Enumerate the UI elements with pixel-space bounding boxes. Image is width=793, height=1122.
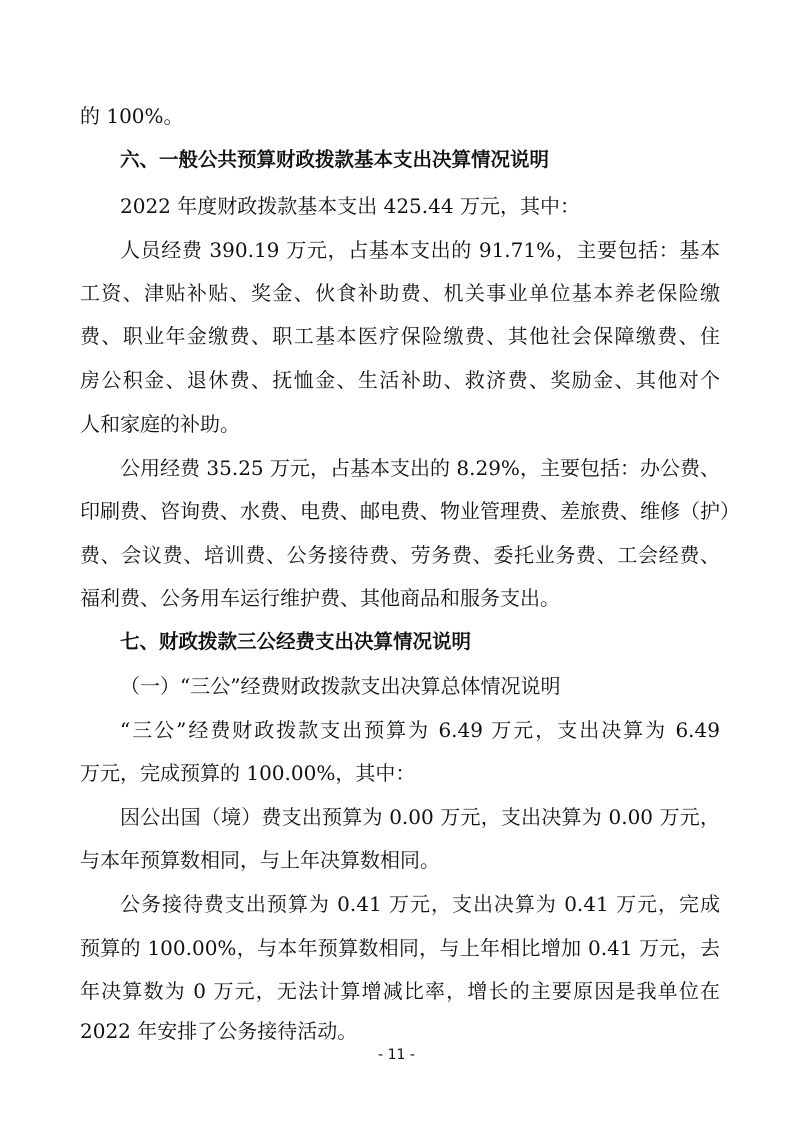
paragraph-line: 预算的 100.00%，与本年预算数相同，与上年相比增加 0.41 万元，去 bbox=[80, 936, 720, 960]
paragraph-line: 与本年预算数相同，与上年决算数相同。 bbox=[80, 848, 440, 872]
section-heading-seven: 七、财政拨款三公经费支出决算情况说明 bbox=[120, 630, 472, 653]
paragraph-line: 费、职业年金缴费、职工基本医疗保险缴费、其他社会保障缴费、住 bbox=[80, 324, 720, 348]
subsection-heading: （一）“三公”经费财政拨款支出决算总体情况说明 bbox=[120, 674, 561, 698]
paragraph-line: 公用经费 35.25 万元，占基本支出的 8.29%，主要包括：办公费、 bbox=[120, 456, 720, 480]
paragraph-line: 费、会议费、培训费、公务接待费、劳务费、委托业务费、工会经费、 bbox=[80, 543, 720, 567]
paragraph-line: 房公积金、退休费、抚恤金、生活补助、救济费、奖励金、其他对个 bbox=[80, 368, 720, 392]
paragraph-line: 万元，完成预算的 100.00%，其中： bbox=[80, 761, 416, 785]
paragraph-line: 工资、津贴补贴、奖金、伙食补助费、机关事业单位基本养老保险缴 bbox=[80, 281, 720, 305]
paragraph-line: 因公出国（境）费支出预算为 0.00 万元，支出决算为 0.00 万元， bbox=[120, 805, 720, 829]
paragraph-line: 的 100%。 bbox=[80, 104, 184, 128]
paragraph-line: 人员经费 390.19 万元，占基本支出的 91.71%，主要包括：基本 bbox=[120, 238, 720, 262]
paragraph-line: 福利费、公务用车运行维护费、其他商品和服务支出。 bbox=[80, 586, 560, 610]
paragraph-line: “三公”经费财政拨款支出预算为 6.49 万元，支出决算为 6.49 bbox=[120, 718, 720, 742]
paragraph-line: 公务接待费支出预算为 0.41 万元，支出决算为 0.41 万元，完成 bbox=[120, 892, 720, 916]
paragraph-line: 2022 年度财政拨款基本支出 425.44 万元，其中： bbox=[120, 194, 580, 218]
paragraph-line: 人和家庭的补助。 bbox=[80, 412, 240, 436]
paragraph-line: 印刷费、咨询费、水费、电费、邮电费、物业管理费、差旅费、维修（护） bbox=[80, 499, 740, 523]
paragraph-line: 2022 年安排了公务接待活动。 bbox=[80, 1019, 358, 1043]
paragraph-line: 年决算数为 0 万元，无法计算增减比率，增长的主要原因是我单位在 bbox=[80, 979, 720, 1003]
section-heading-six: 六、一般公共预算财政拨款基本支出决算情况说明 bbox=[120, 148, 550, 171]
page-number: - 11 - bbox=[378, 1047, 415, 1063]
